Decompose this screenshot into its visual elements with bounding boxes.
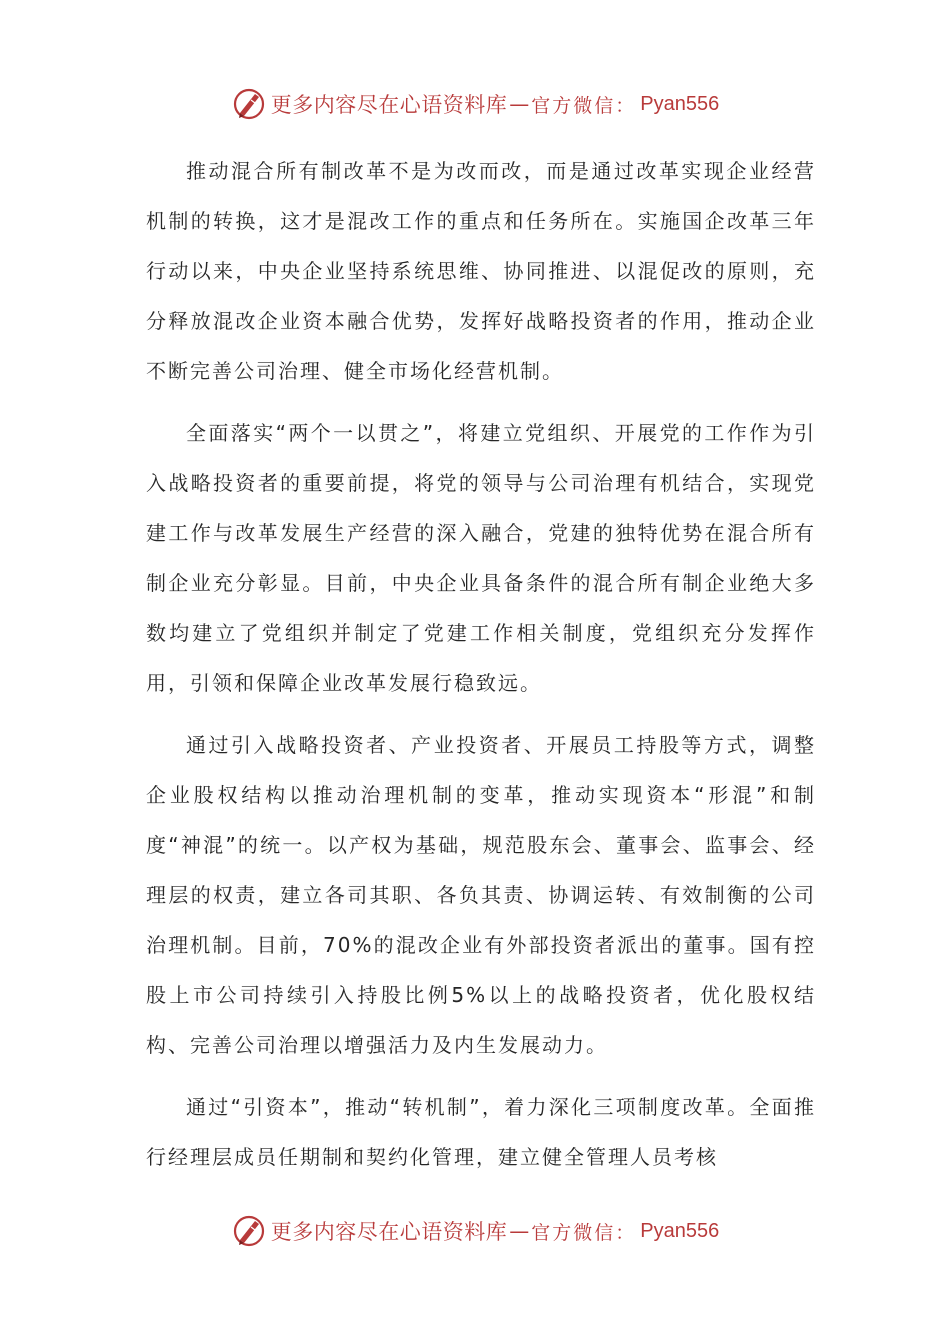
paragraph-1: 推动混合所有制改革不是为改而改，而是通过改革实现企业经营机制的转换，这才是混改工作的重点和任务所在。实施国企改革三年行动以来，中央企业坚持系统思维、协同推进、以混促改的原则，充分释放混改企业资本融合优势，发挥好战略投资者的作用，推动企业不断完善公司治理、健全市场化经营机制。	[146, 159, 816, 383]
footer-banner	[0, 1211, 950, 1251]
paragraph-4: 通过“引资本”，推动“转机制”，着力深化三项制度改革。全面推行经理层成员任期制和契约化管理，建立健全管理人员考核	[146, 1095, 816, 1169]
banner-wechat-id: Pyan556	[640, 92, 720, 115]
banner-wechat-id: Pyan556	[640, 1219, 720, 1242]
pen-logo-icon	[231, 1213, 267, 1249]
paragraph-3: 通过引入战略投资者、产业投资者、开展员工持股等方式，调整企业股权结构以推动治理机制的变革，推动实现资本“形混”和制度“神混”的统一。以产权为基础，规范股东会、董事会、监事会、经理层的权责，建立各司其职、各负其责、协调运转、有效制衡的公司治理机制。目前，70%的混改企业有外部投资者派出的董事。国有控股上市公司持续引入持股比例5%以上的战略投资者，优化股权结构、完善公司治理以增强活力及内生发展动力。	[146, 733, 816, 1057]
paragraph-2: 全面落实“两个一以贯之”，将建立党组织、开展党的工作作为引入战略投资者的重要前提，将党的领导与公司治理有机结合，实现党建工作与改革发展生产经营的深入融合，党建的独特优势在混合所有制企业充分彰显。目前，中央企业具备条件的混合所有制企业绝大多数均建立了党组织并制定了党建工作相关制度，党组织充分发挥作用，引领和保障企业改革发展行稳致远。	[146, 421, 816, 695]
header-banner	[0, 84, 950, 124]
banner-brand: 更多内容尽在心语资料库	[270, 93, 508, 117]
document-body	[146, 146, 816, 1194]
banner-separator: —	[509, 92, 530, 116]
banner-wechat-label: 官方微信：	[531, 1221, 637, 1244]
banner-separator: —	[509, 1219, 530, 1243]
pen-logo-icon	[231, 86, 267, 122]
banner-brand: 更多内容尽在心语资料库	[270, 1220, 508, 1244]
banner-wechat-label: 官方微信：	[531, 94, 637, 117]
